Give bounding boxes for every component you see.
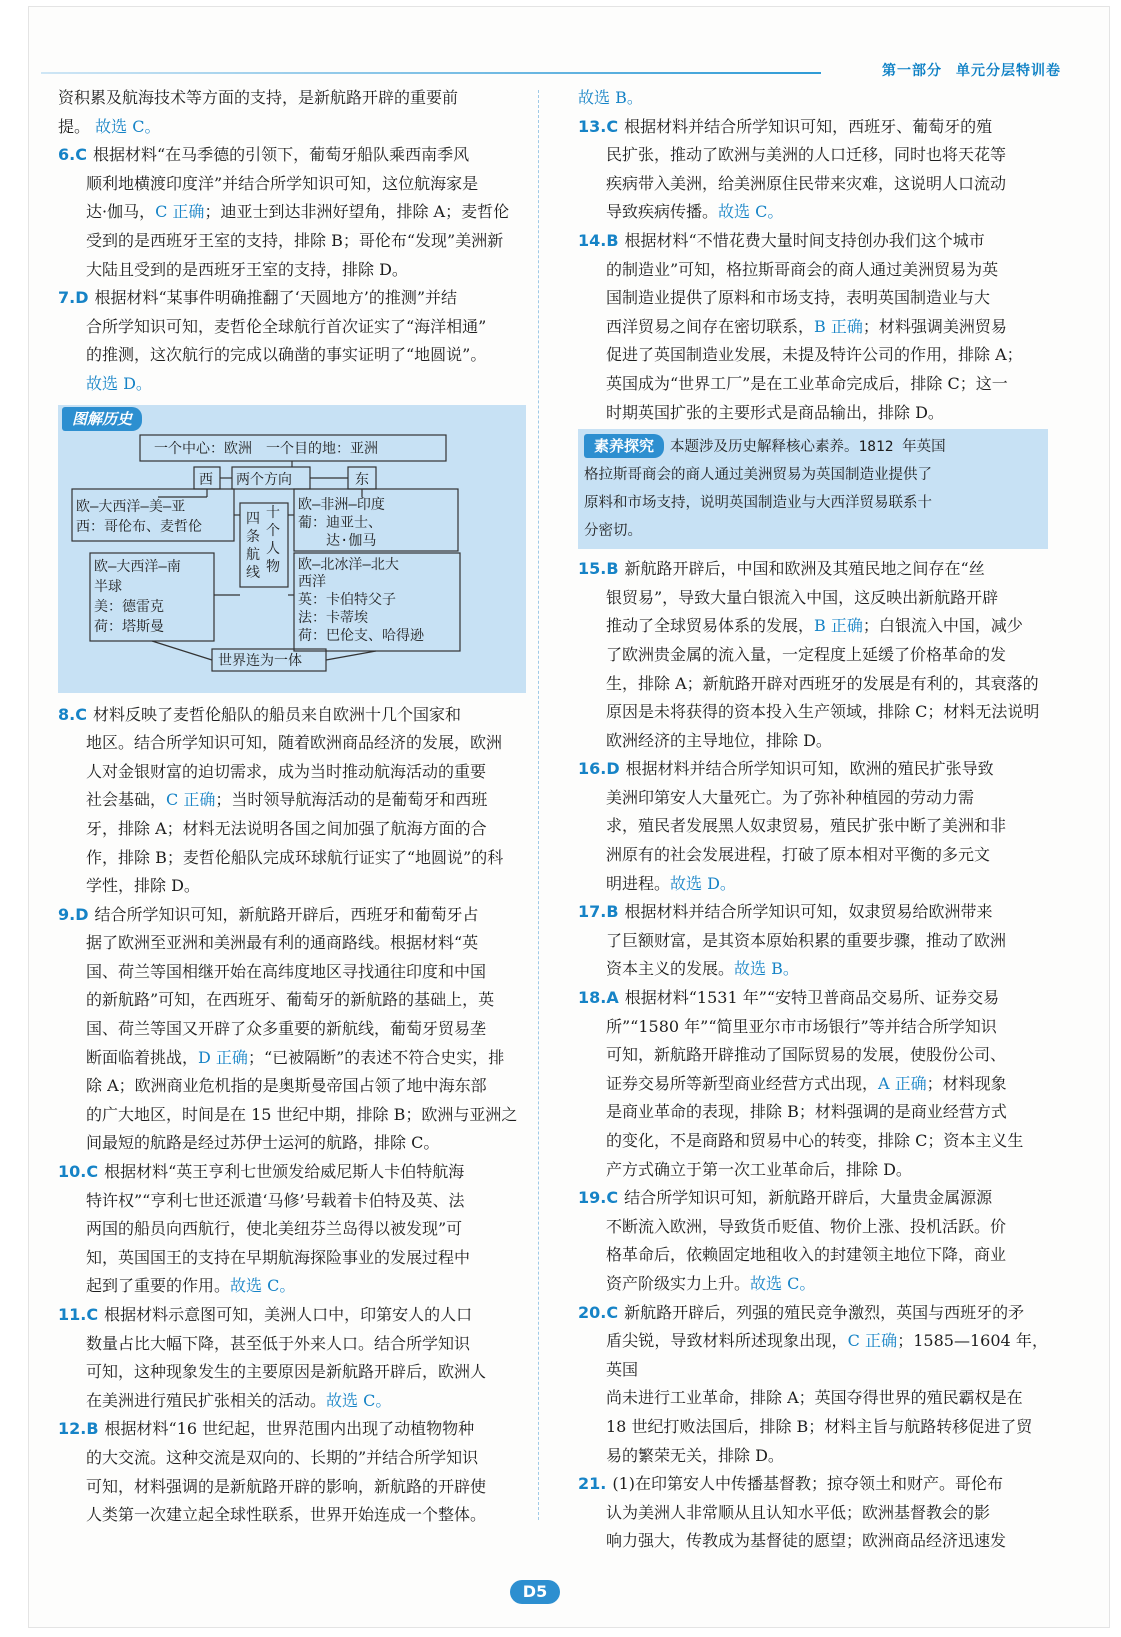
right-column [578, 84, 1048, 1556]
diagram-svg [58, 405, 526, 693]
svg-text:欧—非洲—印度: 欧—非洲—印度 [298, 496, 385, 513]
answer-13: 13.C 根据材料并结合所学知识可知，西班牙、葡萄牙的殖 民扩张，推动了欧洲与美洲的人口迁移，同时也将天花等 疾病带入美洲，给美洲原住民带来灾难，这说明人口流动 导致疾病传播。故选 C。 [578, 116, 1007, 222]
answer-number: 10.C [58, 1162, 99, 1182]
answer-9: 9.D 结合所学知识可知，新航路开辟后，西班牙和葡萄牙占 据了欧洲至亚洲和美洲最有利的通商路线。根据材料“英 国、荷兰等国相继开始在高纬度地区寻找通往印度和中国 的新航路”可知，在西班牙、葡萄牙的新航路的基础上，英 国、荷兰等国又开辟了众多重要的新航线，葡萄牙贸易垄 断面临着挑战，D 正确；“已被隔断”的表述不符合史实，排 除 A；欧洲商业危机指的是奥斯曼帝国占领了地中海东部 的广大地区，时间是在 15 世纪中期，排除 B；欧洲与亚洲之 间最短的航路是经过苏伊士运河的航路，排除 C。 [58, 904, 518, 1153]
answer-21: 21. (1)在印第安人中传播基督教；掠夺领土和财产。哥伦布 认为美洲人非常顺从且认知水平低；欧洲基督教会的影 响力强大，传教成为基督徒的愿望；欧洲商品经济迅速发 [578, 1474, 1007, 1551]
answer-14: 14.B 根据材料“不惜花费大量时间支持创办我们这个城市 的制造业”可知，格拉斯哥商会的商人通过美洲贸易为英 国制造业提供了原料和市场支持，表明英国制造业与大 西洋贸易之间存在密切联系，B 正确；材料强调美洲贸易 促进了英国制造业发展，未提及特许公司的作用，排除 A； 英国成为“世界工厂”是在工业革命完成后，排除 C；这一 时期英国扩张的主要形式是商品输出，排除 D。 [578, 230, 1023, 422]
answer-18: 18.A 根据材料“1531 年”“安特卫普商品交易所、证券交易 所”“1580 年”“简里亚尔市市场银行”等并结合所学知识 可知，新航路开辟推动了国际贸易的发展，使股份公司、 证券交易所等新型商业经营方式出现，A 正确；材料现象 是商业革命的表现，排除 B；材料强调的是商业经营方式 的变化，不是商路和贸易中心的转变，排除 C；资本主义生 产方式确立于第一次工业革命后，排除 D。 [578, 988, 1024, 1179]
choice-text: 故选 C。 [95, 116, 161, 136]
correct-mark: D 正确 [198, 1047, 248, 1067]
correct-mark: C 正确 [166, 790, 216, 810]
answer-number: 20.C [578, 1302, 619, 1322]
answer-number: 21. [578, 1474, 607, 1494]
choice-text: 故选 D。 [86, 373, 152, 393]
svg-text:四: 四 [246, 510, 260, 527]
correct-mark: B 正确 [814, 616, 863, 636]
page-header [41, 60, 1061, 86]
correct-mark: A 正确 [878, 1073, 927, 1093]
diagram-two-text: 两个方向 [236, 471, 292, 488]
choice-text: 故选 B。 [734, 959, 799, 979]
diagram-bottom-text: 世界连为一体 [218, 652, 302, 669]
answer-number: 9.D [58, 904, 89, 924]
answer-20: 20.C 新航路开辟后，列强的殖民竞争激烈，英国与西班牙的矛 盾尖锐，导致材料所述现象出现，C 正确；1585—1604 年，英国 尚未进行工业革命，排除 A；英国夺得世界的殖民霸权是在 18 世纪打败法国后，排除 B；材料主旨与航路转移促进了贸 易的繁荣无关，排除 D。 [578, 1302, 1048, 1465]
answer-number: 18.A [578, 988, 619, 1008]
answer-number: 7.D [58, 288, 89, 308]
left-column [58, 84, 528, 1530]
literacy-explore-box: 素养探究 本题涉及历史解释核心素养。1812 年英国 格拉斯哥商会的商人通过美洲贸易为英国制造业提供了 原料和市场支持，说明英国制造业与大西洋贸易联系十 分密切。 [578, 429, 1048, 549]
answer-number: 8.C [58, 704, 87, 724]
choice-text: 故选 C。 [718, 202, 784, 222]
diagram-top-text: 一个中心：欧洲 一个目的地：亚洲 [154, 440, 378, 457]
page-number-badge: D5 [510, 1580, 560, 1604]
header-rule [41, 72, 821, 74]
svg-text:欧—大西洋—美—亚: 欧—大西洋—美—亚 [76, 498, 186, 515]
svg-text:荷：塔斯曼: 荷：塔斯曼 [94, 618, 164, 635]
svg-text:线: 线 [246, 564, 260, 581]
svg-text:个: 个 [266, 522, 280, 539]
answer-number: 16.D [578, 759, 620, 779]
answer-11: 11.C 根据材料示意图可知，美洲人口中，印第安人的人口 数量占比大幅下降，甚至低于外来人口。结合所学知识 可知，这种现象发生的主要原因是新航路开辟后，欧洲人 在美洲进行殖民扩张相关的活动。故选 C。 [58, 1305, 487, 1410]
correct-mark: B 正确 [814, 316, 863, 336]
answer-16: 16.D 根据材料并结合所学知识可知，欧洲的殖民扩张导致 美洲印第安人大量死亡。为了弥补种植园的劳动力需 求，殖民者发展黑人奴隶贸易，殖民扩张中断了美洲和非 洲原有的社会发展进程，打破了原本相对平衡的多元文 明进程。故选 D。 [578, 759, 1007, 893]
svg-text:荷：巴伦支、哈得逊: 荷：巴伦支、哈得逊 [298, 627, 424, 644]
answer-19: 19.C 结合所学知识可知，新航路开辟后，大量贵金属源源 不断流入欧洲，导致货币贬值、物价上涨、投机活跃。价 格革命后，依赖固定地租收入的封建领主地位下降，商业 资产阶级实力上升。故选 C。 [578, 1188, 1007, 1293]
svg-text:航: 航 [246, 546, 260, 563]
correct-mark: C 正确 [847, 1331, 898, 1351]
svg-text:条: 条 [246, 528, 260, 545]
header-part: 第一部分 [882, 63, 942, 79]
answer-number: 6.C [58, 145, 87, 165]
svg-text:西：哥伦布、麦哲伦: 西：哥伦布、麦哲伦 [76, 518, 202, 535]
svg-text:欧—大西洋—南: 欧—大西洋—南 [94, 558, 181, 575]
correct-mark: C 正确 [155, 202, 205, 222]
svg-text:美：德雷克: 美：德雷克 [94, 598, 164, 615]
answer-number: 11.C [58, 1305, 99, 1324]
choice-text: 故选 C。 [230, 1276, 296, 1296]
explore-label: 素养探究 [584, 434, 664, 458]
choice-text: 故选 B。 [578, 88, 643, 107]
svg-text:葡：迪亚士、: 葡：迪亚士、 [298, 514, 382, 531]
answer-number: 15.B [578, 559, 619, 579]
column-divider [538, 90, 539, 1520]
svg-text:物: 物 [266, 558, 280, 575]
svg-text:法：卡蒂埃: 法：卡蒂埃 [298, 609, 368, 626]
choice-text: 故选 D。 [670, 873, 736, 893]
answer-number: 12.B [58, 1419, 99, 1439]
answer-number: 13.C [578, 116, 619, 136]
svg-text:人: 人 [266, 540, 280, 557]
answer-17: 17.B 根据材料并结合所学知识可知，奴隶贸易给欧洲带来 了巨额财富，是其资本原始积累的重要步骤，推动了欧洲 资本主义的发展。故选 B。 [578, 902, 1007, 979]
diagram-label: 图解历史 [62, 407, 142, 431]
answer-number: 17.B [578, 902, 619, 922]
answer-7: 7.D 根据材料“某事件明确推翻了‘天圆地方’的推测”并结 合所学知识可知，麦哲伦全球航行首次证实了“海洋相通” 的推测，这次航行的完成以确凿的事实证明了“地圆说”。 故选 D。 [58, 284, 528, 398]
choice-text: 故选 C。 [750, 1273, 816, 1293]
diagram-west-text: 西 [199, 471, 213, 488]
svg-text:达·伽马: 达·伽马 [298, 532, 377, 549]
answer-15: 15.B 新航路开辟后，中国和欧洲及其殖民地之间存在“丝 银贸易”，导致大量白银流入中国，这反映出新航路开辟 推动了全球贸易体系的发展，B 正确；白银流入中国，减少 了欧洲贵金属的流入量，一定程度上延缓了价格革命的发 生，排除 A；新航路开辟对西班牙的发展是有利的，其衰落的 原因是未将获得的资本投入生产领域，排除 C；材料无法说明 欧洲经济的主导地位，排除 D。 [578, 559, 1040, 750]
answer-number: 14.B [578, 230, 619, 250]
header-title [868, 60, 1061, 80]
choice-text: 故选 C。 [326, 1390, 392, 1410]
answer-10: 10.C 根据材料“英王亨利七世颁发给威尼斯人卡伯特航海 特许权”“亨利七世还派遣‘马修’号载着卡伯特及英、法 两国的船员向西航行，使北美纽芬兰岛得以被发现”可 知，英国国王的支持在早期航海探险事业的发展过程中 起到了重要的作用。故选 C。 [58, 1162, 471, 1296]
svg-text:半球: 半球 [94, 578, 122, 595]
svg-text:欧—北冰洋—北大: 欧—北冰洋—北大 [298, 556, 399, 573]
svg-text:西洋: 西洋 [298, 573, 326, 590]
answer-8: 8.C 材料反映了麦哲伦船队的船员来自欧洲十几个国家和 地区。结合所学知识可知，随着欧洲商品经济的发展，欧洲 人对金银财富的迫切需求，成为当时推动航海活动的重要 社会基础，C 正确；当时领导航海活动的是葡萄牙和西班 牙，排除 A；材料无法说明各国之间加强了航海方面的合 作，排除 B；麦哲伦船队完成环球航行证实了“地圆说”的科 学性，排除 D。 [58, 704, 504, 896]
svg-text:十: 十 [266, 504, 280, 521]
header-section: 单元分层特训卷 [956, 63, 1061, 79]
answer-number: 19.C [578, 1188, 619, 1208]
answer-6: 6.C 根据材料“在马季德的引领下，葡萄牙船队乘西南季风 顺利地横渡印度洋”并结合所学知识可知，这位航海家是 达·伽马，C 正确；迪亚士到达非洲好望角，排除 A；麦哲伦 受到的是西班牙王室的支持，排除 B；哥伦布“发现”美洲新 大陆且受到的是西班牙王室的支持，排除 D。 [58, 145, 510, 279]
diagram-east-text: 东 [355, 471, 369, 488]
history-diagram [58, 405, 526, 693]
answer-12: 12.B 根据材料“16 世纪起，世界范围内出现了动植物物种 的大交流。这种交流是双向的、长期的”并结合所学知识 可知，材料强调的是新航路开辟的影响，新航路的开辟使 人类第一次建立起全球性联系，世界开始连成一个整体。 [58, 1419, 487, 1525]
svg-text:英：卡伯特父子: 英：卡伯特父子 [298, 591, 396, 608]
intro-text: 资积累及航海技术等方面的支持，是新航路开辟的重要前 提。 故选 C。 [58, 88, 459, 136]
